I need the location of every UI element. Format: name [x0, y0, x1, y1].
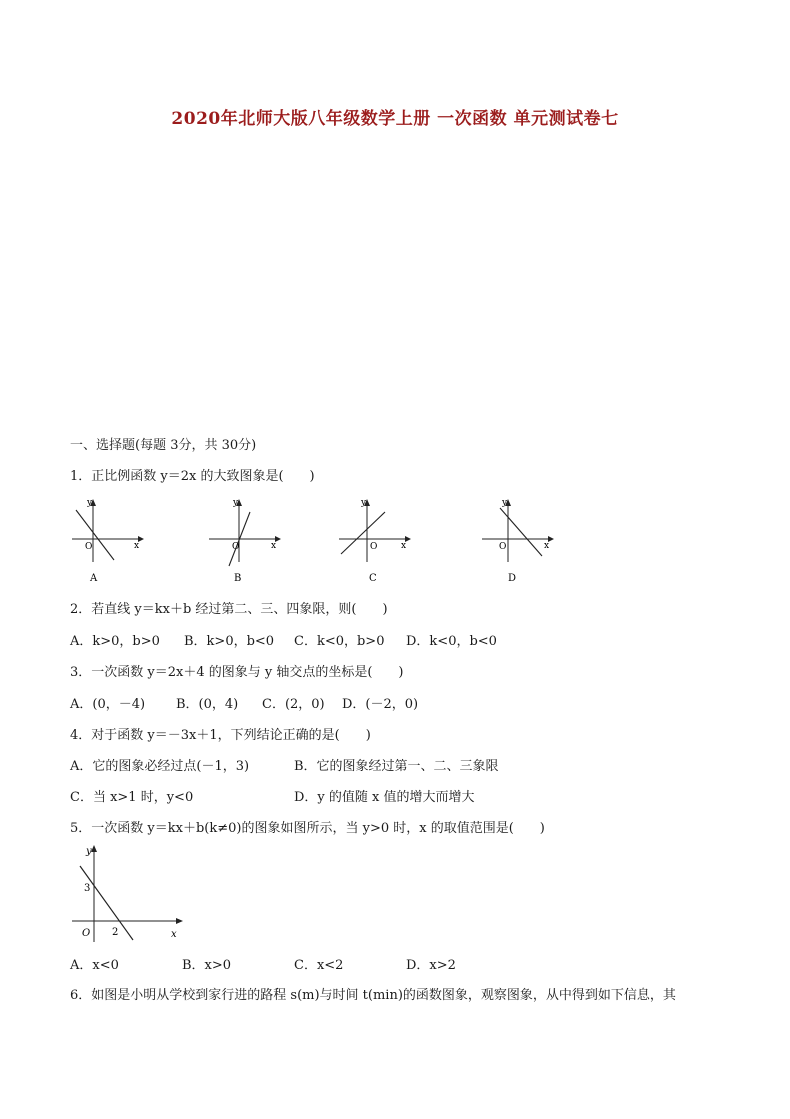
q2-option-d: D．k<0，b<0: [406, 634, 497, 649]
q1-graph-b-label: B: [234, 573, 242, 584]
q1-c-origin-label: O: [370, 542, 378, 552]
q1-d-y-label: y: [502, 498, 508, 508]
q3-option-b: B．(0，4): [176, 697, 239, 712]
q1-graph-d-label: D: [508, 573, 517, 584]
q1-graph-d: [478, 496, 558, 586]
q5-option-d: D．x>2: [406, 958, 456, 973]
q5-option-c: C．x<2: [294, 958, 344, 973]
q4-option-b: B．它的图象经过第一、二、三象限: [294, 759, 499, 774]
q2-option-a: A．k>0，b>0: [70, 634, 160, 649]
q1-d-x-label: x: [544, 541, 550, 551]
q4-option-a: A．它的图象必经过点(－1，3): [70, 759, 250, 774]
q5-option-b: B．x>0: [182, 958, 232, 973]
q5-y-intercept-label: 3: [84, 883, 91, 894]
q5-y-label: y: [86, 846, 92, 857]
q1-graph-a-label: A: [90, 573, 98, 584]
q5-x-label: x: [171, 929, 177, 940]
q1-c-y-label: y: [361, 498, 367, 508]
q4-option-d: D．y 的值随 x 值的增大而增大: [294, 790, 475, 805]
question-5-text: 5．一次函数 y＝kx＋b(k≠0)的图象如图所示，当 y>0 时，x 的取值范围是( ): [70, 821, 545, 836]
q1-b-origin-label: O: [232, 542, 240, 552]
q1-graph-c: [335, 496, 415, 586]
question-2-text: 2．若直线 y＝kx＋b 经过第二、三、四象限，则( ): [70, 602, 388, 617]
q5-origin-label: O: [82, 928, 91, 939]
q3-option-c: C．(2，0): [262, 697, 325, 712]
section-heading: 一、选择题(每题 3分，共 30分): [70, 438, 257, 453]
q2-option-b: B．k>0，b<0: [184, 634, 275, 649]
question-3-text: 3．一次函数 y＝2x＋4 的图象与 y 轴交点的坐标是( ): [70, 665, 404, 680]
q2-option-c: C．k<0，b>0: [294, 634, 385, 649]
question-1-text: 1．正比例函数 y＝2x 的大致图象是( ): [70, 469, 315, 484]
q1-a-y-label: y: [87, 498, 93, 508]
q1-d-origin-label: O: [499, 542, 507, 552]
q4-option-c: C．当 x>1 时，y<0: [70, 790, 194, 805]
q3-option-a: A．(0，－4): [70, 697, 146, 712]
q5-x-intercept-label: 2: [112, 927, 119, 938]
q1-b-x-label: x: [271, 541, 277, 551]
q3-option-d: D．(－2，0): [342, 697, 419, 712]
q1-a-origin-label: O: [85, 542, 93, 552]
question-4-text: 4．对于函数 y＝－3x＋1，下列结论正确的是( ): [70, 728, 371, 743]
question-6-text: 6．如图是小明从学校到家行进的路程 s(m)与时间 t(min)的函数图象，观察图象，从中得到如下信息，其: [70, 988, 676, 1003]
page-title: 2020年北师大版八年级数学上册 一次函数 单元测试卷七: [171, 109, 619, 129]
q1-c-x-label: x: [401, 541, 407, 551]
q5-graph: [70, 842, 190, 947]
q5-option-a: A．x<0: [70, 958, 119, 973]
q1-graph-c-label: C: [369, 573, 377, 584]
q1-a-x-label: x: [134, 541, 140, 551]
q1-graph-b: [205, 496, 285, 586]
q1-b-y-label: y: [233, 498, 239, 508]
q1-graph-a: [68, 496, 148, 586]
